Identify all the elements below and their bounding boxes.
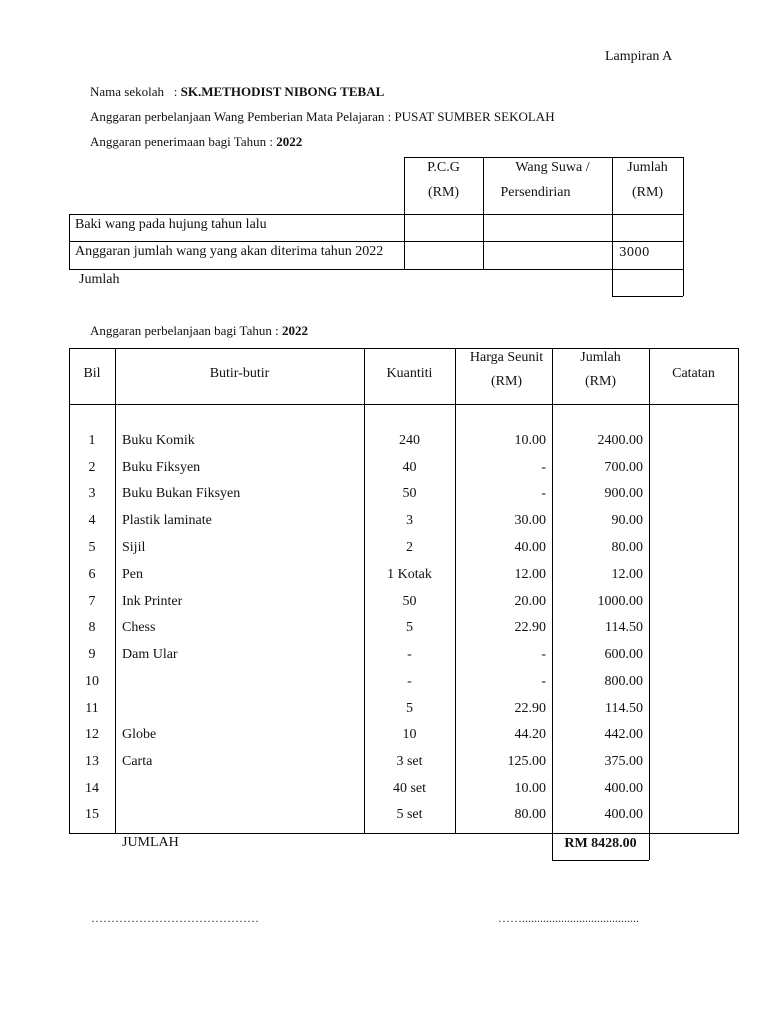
- receipt-left-border: [69, 214, 70, 269]
- row-bil: 13: [85, 754, 99, 769]
- row-qty: 1 Kotak: [387, 567, 432, 582]
- row-total: 600.00: [604, 647, 643, 662]
- receipt-row2-jumlah: 3000: [619, 245, 650, 259]
- receipt-row2-label: Anggaran jumlah wang yang akan diterima tahun 2022: [75, 244, 384, 259]
- receipt-col-pcg-2: (RM): [427, 185, 460, 200]
- header-harga-1: Harga Seunit: [469, 350, 544, 365]
- row-qty: 50: [402, 594, 417, 609]
- row-price: -: [541, 486, 546, 501]
- school-name: SK.METHODIST NIBONG TEBAL: [180, 84, 385, 99]
- row-qty: 10: [402, 727, 417, 742]
- row-total: 900.00: [604, 486, 643, 501]
- budget-line-prefix: Anggaran perbelanjaan Wang Pemberian Mata Pelajaran :: [90, 109, 392, 124]
- row-item: Ink Printer: [122, 594, 183, 609]
- receipt-total-label: Jumlah: [79, 272, 120, 287]
- row-item: Chess: [122, 620, 156, 635]
- appendix-label: Lampiran A: [605, 49, 673, 64]
- receipt-col-wang-2: Persendirian: [500, 185, 571, 200]
- receipt-col-wang-1: Wang Suwa /: [515, 160, 590, 175]
- expense-vline-jumlah: [649, 348, 650, 833]
- row-qty: 50: [402, 486, 417, 501]
- row-bil: 11: [85, 701, 99, 716]
- row-bil: 7: [88, 594, 96, 609]
- receipt-line-4: [612, 296, 683, 297]
- header-catatan: Catatan: [672, 366, 715, 381]
- expense-heading-prefix: Anggaran perbelanjaan bagi Tahun :: [90, 323, 279, 338]
- signature-left-dots: ……………………………………: [91, 911, 259, 925]
- row-qty: 5 set: [396, 807, 423, 822]
- header-harga-2: (RM): [490, 374, 523, 389]
- row-qty: 240: [399, 433, 420, 448]
- school-label-text: Nama sekolah: [90, 84, 165, 99]
- row-qty: 5: [406, 620, 413, 635]
- row-bil: 2: [88, 460, 96, 475]
- row-total: 800.00: [604, 674, 643, 689]
- row-qty: 3 set: [396, 754, 423, 769]
- row-price: 12.00: [514, 567, 546, 582]
- row-bil: 4: [88, 513, 96, 528]
- receipt-col-pcg-1: P.C.G: [427, 160, 460, 175]
- school-label: [90, 84, 384, 100]
- row-bil: 8: [88, 620, 96, 635]
- row-price: 30.00: [514, 513, 546, 528]
- row-item: Buku Bukan Fiksyen: [122, 486, 241, 501]
- row-qty: 3: [406, 513, 413, 528]
- budget-subject-line: [90, 109, 555, 125]
- receipt-top-border: [404, 157, 683, 158]
- row-item: Plastik laminate: [122, 513, 212, 528]
- receipt-right-border: [683, 157, 684, 296]
- receipt-line-2: [69, 241, 683, 242]
- row-price: -: [541, 460, 546, 475]
- expense-total-value: RM 8428.00: [564, 836, 637, 851]
- header-bil: Bil: [83, 366, 101, 381]
- row-qty: 2: [406, 540, 413, 555]
- receipt-year-line: [90, 134, 302, 150]
- row-bil: 6: [88, 567, 96, 582]
- expense-heading: [90, 323, 308, 339]
- row-price: 40.00: [514, 540, 546, 555]
- row-item: Globe: [122, 727, 157, 742]
- row-item: Dam Ular: [122, 647, 178, 662]
- row-qty: 40: [402, 460, 417, 475]
- expense-heading-year: 2022: [281, 323, 308, 338]
- total-box-bottom: [552, 860, 649, 861]
- row-bil: 1: [88, 433, 96, 448]
- receipt-col-jumlah-2: (RM): [631, 185, 664, 200]
- row-bil: 12: [85, 727, 99, 742]
- row-price: 20.00: [514, 594, 546, 609]
- row-price: 80.00: [514, 807, 546, 822]
- row-total: 114.50: [605, 620, 643, 635]
- row-total: 80.00: [611, 540, 643, 555]
- budget-line-subject: PUSAT SUMBER SEKOLAH: [394, 109, 555, 124]
- row-total: 700.00: [604, 460, 643, 475]
- header-butir: Butir-butir: [209, 366, 270, 381]
- receipt-vline-3: [612, 157, 613, 296]
- row-price: 10.00: [514, 781, 546, 796]
- row-total: 375.00: [604, 754, 643, 769]
- row-bil: 10: [85, 674, 99, 689]
- header-jumlah-1: Jumlah: [580, 350, 621, 365]
- receipt-col-jumlah-1: Jumlah: [627, 160, 668, 175]
- row-qty: 5: [406, 701, 413, 716]
- receipt-year: 2022: [276, 134, 303, 149]
- expense-total-label: JUMLAH: [122, 835, 179, 850]
- row-bil: 3: [88, 486, 96, 501]
- expense-header-border: [69, 404, 739, 405]
- row-total: 12.00: [611, 567, 643, 582]
- row-total: 1000.00: [597, 594, 643, 609]
- row-price: 44.20: [514, 727, 546, 742]
- row-qty: -: [407, 674, 412, 689]
- row-price: -: [541, 647, 546, 662]
- row-total: 90.00: [611, 513, 643, 528]
- row-price: 10.00: [514, 433, 546, 448]
- row-bil: 9: [88, 647, 96, 662]
- row-item: Carta: [122, 754, 153, 769]
- row-total: 114.50: [605, 701, 643, 716]
- expense-vline-bil: [115, 348, 116, 833]
- receipt-line-1: [69, 214, 683, 215]
- row-total: 442.00: [604, 727, 643, 742]
- receipt-row1-label: Baki wang pada hujung tahun lalu: [75, 217, 267, 232]
- school-label-separator: :: [173, 84, 178, 99]
- header-jumlah-2: (RM): [584, 374, 617, 389]
- header-kuantiti: Kuantiti: [386, 366, 433, 381]
- row-price: 22.90: [514, 701, 546, 716]
- row-item: Buku Komik: [122, 433, 195, 448]
- expense-right-border: [738, 348, 739, 833]
- row-price: -: [541, 674, 546, 689]
- row-bil: 5: [88, 540, 96, 555]
- receipt-vline-2: [483, 157, 484, 269]
- row-qty: -: [407, 647, 412, 662]
- row-item: Buku Fiksyen: [122, 460, 201, 475]
- row-price: 22.90: [514, 620, 546, 635]
- row-bil: 14: [85, 781, 99, 796]
- row-total: 2400.00: [597, 433, 643, 448]
- row-price: 125.00: [507, 754, 546, 769]
- total-box-right: [649, 833, 650, 860]
- receipt-line-3: [69, 269, 683, 270]
- row-item: Pen: [122, 567, 143, 582]
- row-bil: 15: [85, 807, 99, 822]
- row-qty: 40 set: [392, 781, 427, 796]
- receipt-prefix: Anggaran penerimaan bagi Tahun :: [90, 134, 273, 149]
- row-total: 400.00: [604, 807, 643, 822]
- row-total: 400.00: [604, 781, 643, 796]
- signature-right-dots: …….......................................: [498, 911, 639, 925]
- row-item: Sijil: [122, 540, 146, 555]
